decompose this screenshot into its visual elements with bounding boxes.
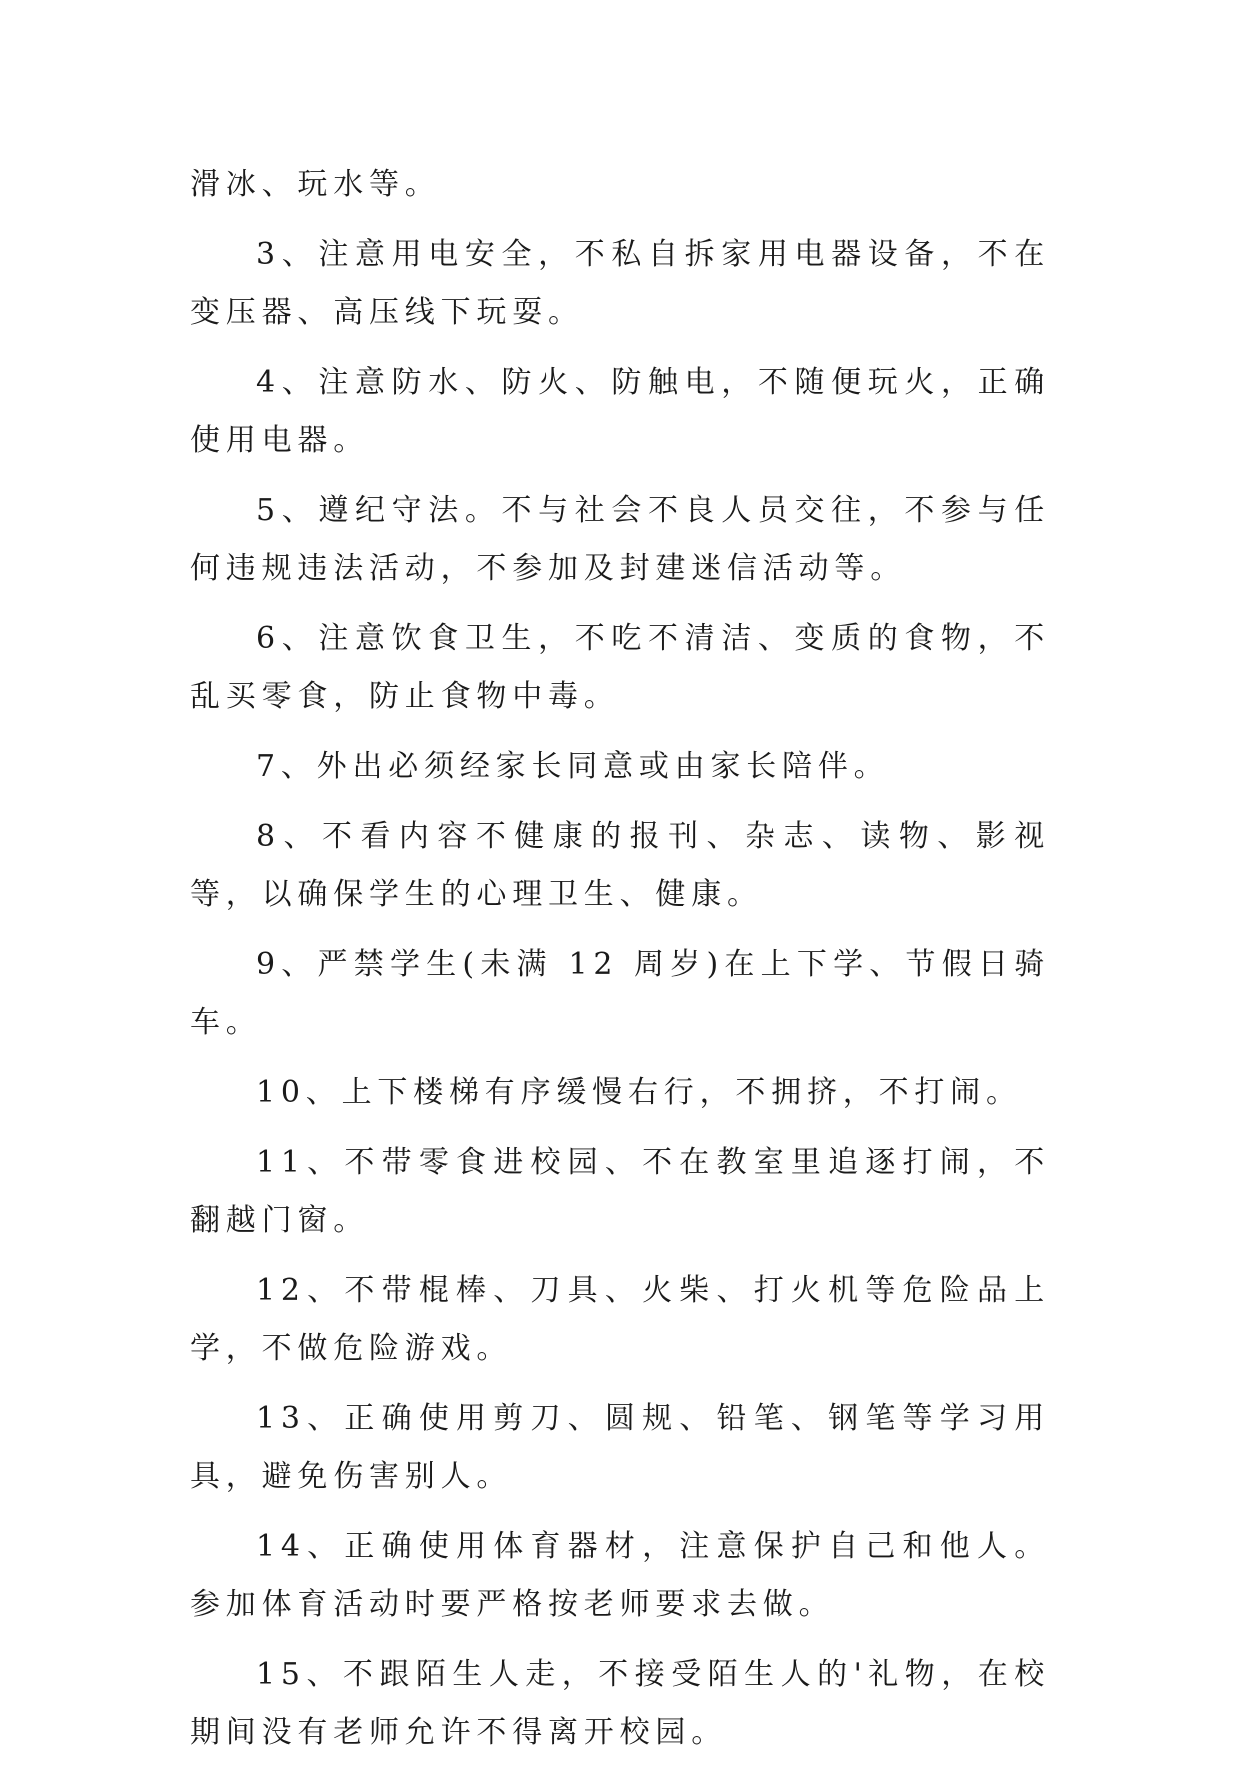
paragraph-item-15: 15、不跟陌生人走，不接受陌生人的'礼物，在校期间没有老师允许不得离开校园。 — [190, 1657, 1050, 1750]
paragraph-item-13: 13、正确使用剪刀、圆规、铅笔、钢笔等学习用具，避免伤害别人。 — [190, 1401, 1050, 1494]
document-body — [190, 156, 1050, 1774]
paragraph-item-5: 5、遵纪守法。不与社会不良人员交往，不参与任何违规违法活动，不参加及封建迷信活动等。 — [190, 493, 1050, 586]
paragraph-item-3: 3、注意用电安全，不私自拆家用电器设备，不在变压器、高压线下玩耍。 — [190, 237, 1050, 330]
paragraph-item-7: 7、外出必须经家长同意或由家长陪伴。 — [256, 749, 890, 784]
paragraph-item-14: 14、正确使用体育器材，注意保护自己和他人。参加体育活动时要严格按老师要求去做。 — [190, 1529, 1050, 1622]
paragraph-continuation: 滑冰、玩水等。 — [190, 167, 441, 202]
paragraph-item-10: 10、上下楼梯有序缓慢右行，不拥挤，不打闹。 — [256, 1075, 1022, 1110]
paragraph-item-4: 4、注意防水、防火、防触电，不随便玩火，正确使用电器。 — [190, 365, 1050, 458]
paragraph-item-11: 11、不带零食进校园、不在教室里追逐打闹，不翻越门窗。 — [190, 1145, 1050, 1238]
paragraph-item-8: 8、不看内容不健康的报刊、杂志、读物、影视等，以确保学生的心理卫生、健康。 — [190, 819, 1050, 912]
paragraph-item-12: 12、不带棍棒、刀具、火柴、打火机等危险品上学，不做危险游戏。 — [190, 1273, 1050, 1366]
paragraph-item-6: 6、注意饮食卫生，不吃不清洁、变质的食物，不乱买零食，防止食物中毒。 — [190, 621, 1050, 714]
paragraph-item-9: 9、严禁学生(未满 12 周岁)在上下学、节假日骑车。 — [190, 947, 1050, 1040]
